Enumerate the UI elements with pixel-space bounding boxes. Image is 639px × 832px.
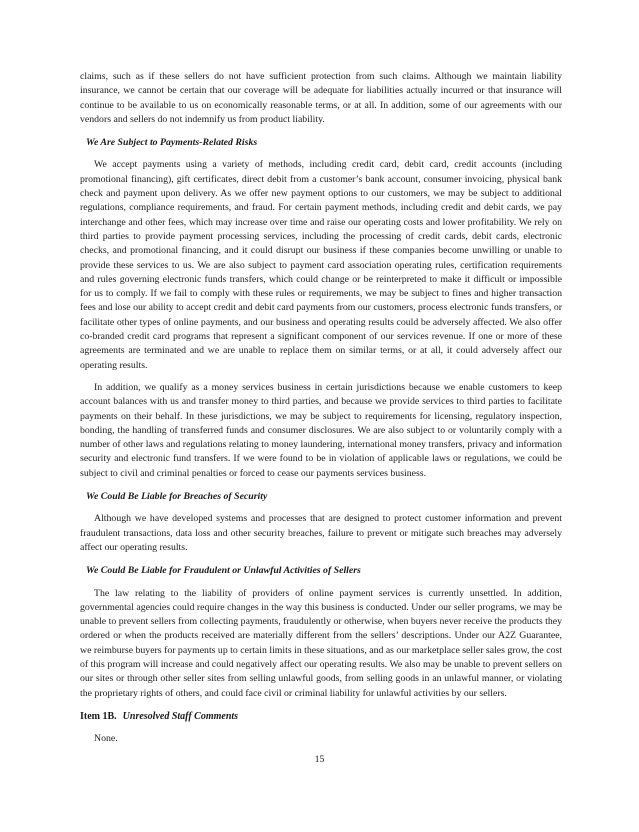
paragraph-intro: claims, such as if these sellers do not have sufficient protection from such claims. Although we maintain liability insurance, we cannot be certain that our coverage will be adequate for liabilities actually incurred or that insurance will continue to be available to us on economically reasonable terms, or at all. In addition, some of our agreements with our vendors and sellers do not indemnify us from product liability. xyxy=(80,71,562,125)
item-body: None. xyxy=(94,733,118,745)
heading-security-breaches: We Could Be Liable for Breaches of Security xyxy=(86,491,268,503)
heading-payments-risks: We Are Subject to Payments-Related Risks xyxy=(86,137,258,149)
heading-fraudulent-sellers: We Could Be Liable for Fraudulent or Unlawful Activities of Sellers xyxy=(86,565,361,577)
item-title: Unresolved Staff Comments xyxy=(122,710,239,722)
document-page xyxy=(80,70,562,746)
paragraph-payments-2: In addition, we qualify as a money services business in certain jurisdictions because we enable customers to keep account balances with us and transfer money to third parties, and because we provide services to third parties to facilitate payments on their behalf. In these jurisdictions, we may be subject to requirements for licensing, regulatory inspection, bonding, the handling of transferred funds and consumer disclosures. We are also subject to or voluntarily comply with a number of other laws and regulations relating to money laundering, international money transfers, privacy and information security and electronic fund transfers. If we were found to be in violation of applicable laws or regulations, we could be subject to civil and criminal penalties or forced to cease our payments services business. xyxy=(80,381,562,479)
page-number: 15 xyxy=(314,754,325,765)
item-1b-heading xyxy=(80,710,562,724)
paragraph-fraud: The law relating to the liability of providers of online payment services is currently unsettled. In addition, governmental agencies could require changes in the way this business is conducted. Under our seller programs, we may be unable to prevent sellers from collecting payments, fraudulently or otherwise, when buyers never receive the products they ordered or when the products received are materially different from the sellers’ descriptions. Under our A2Z Guarantee, we reimburse buyers for payments up to certain limits in these situations, and as our marketplace seller sales grow, the cost of this program will increase and could negatively affect our operating results. We also may be unable to prevent sellers on our sites or through other seller sites from selling unlawful goods, from selling goods in an unlawful manner, or violating the proprietary rights of others, and could face civil or criminal liability for unlawful activities by our sellers. xyxy=(80,587,562,699)
paragraph-security: Although we have developed systems and processes that are designed to protect customer information and prevent fraudulent transactions, data loss and other security breaches, failure to prevent or mitigate such breaches may adversely affect our operating results. xyxy=(80,513,562,553)
paragraph-payments-1: We accept payments using a variety of methods, including credit card, debit card, credit accounts (including promotional financing), gift certificates, direct debit from a customer’s bank account, consumer invoicing, physical bank check and payment upon delivery. As we offer new payment options to our customers, we may be subject to additional regulations, compliance requirements, and fraud. For certain payment methods, including credit and debit cards, we pay interchange and other fees, which may increase over time and raise our operating costs and lower profitability. We rely on third parties to provide payment processing services, including the processing of credit cards, debit cards, electronic checks, and promotional financing, and it could disrupt our business if these companies become unwilling or unable to provide these services to us. We are also subject to payment card association operating rules, certification requirements and rules governing electronic funds transfers, which could change or be reinterpreted to make it difficult or impossible for us to comply. If we fail to comply with these rules or requirements, we may be subject to fines and higher transaction fees and lose our ability to accept credit and debit card payments from our customers, process electronic funds transfers, or facilitate other types of online payments, and our business and operating results could be adversely affected. We also offer co-branded credit card programs that represent a significant component of our services revenue. If one or more of these agreements are terminated and we are unable to replace them on similar terms, or at all, it could adversely affect our operating results. xyxy=(80,159,562,371)
item-label: Item 1B. xyxy=(80,710,117,722)
